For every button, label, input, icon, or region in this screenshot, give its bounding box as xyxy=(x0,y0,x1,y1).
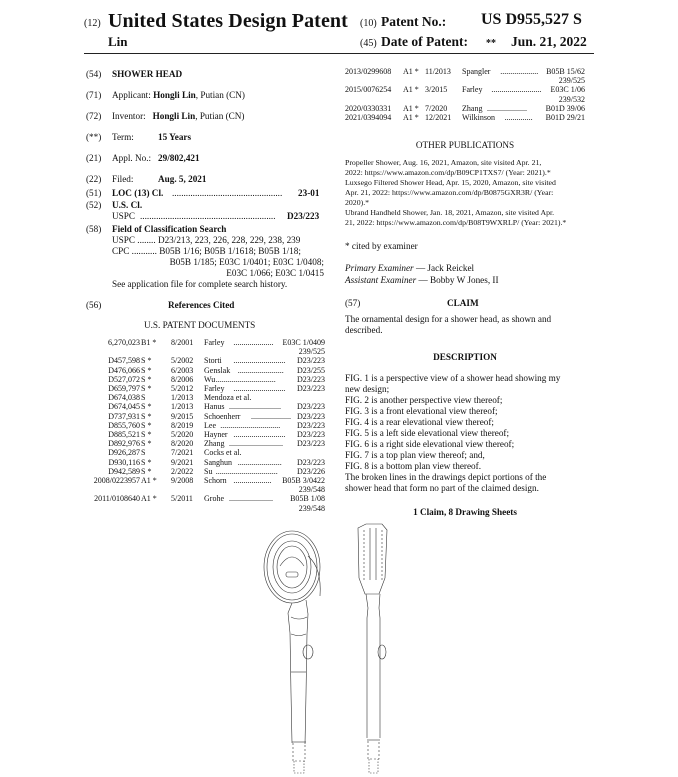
reference-kind: B1 * xyxy=(141,338,157,347)
reference-date: 8/2001 xyxy=(171,338,194,347)
cited-by-examiner: * cited by examiner xyxy=(345,241,418,251)
reference-date: 2/2022 xyxy=(171,466,194,476)
reference-name: Storti xyxy=(204,356,222,366)
reference-date: 1/2013 xyxy=(171,393,194,403)
reference-number: D926,287 xyxy=(108,448,140,458)
inventor-short: Lin xyxy=(108,34,128,49)
reference-date: 1/2013 xyxy=(171,402,194,412)
reference-date: 8/2006 xyxy=(171,374,194,384)
reference-class: B01D 29/21 xyxy=(545,113,585,122)
loc-label: LOC (13) Cl. xyxy=(112,188,164,198)
reference-date: 9/2015 xyxy=(171,411,194,421)
reference-name: Grohe xyxy=(204,494,224,504)
header-code-45: (45) xyxy=(360,38,377,49)
loc-code: (51) xyxy=(86,188,102,198)
claim-line-1: The ornamental design for a shower head, as shown and xyxy=(345,314,552,324)
term-label: Term: xyxy=(112,132,134,142)
filed-label: Filed: xyxy=(112,174,134,184)
reference-number: D892,976 xyxy=(108,439,140,449)
reference-class: B01D 39/06 xyxy=(545,103,585,113)
reference-number: 2008/0223957 xyxy=(93,476,140,485)
pub-2-line-3: 2020).* xyxy=(345,198,370,207)
reference-class: D23/223 xyxy=(297,439,325,449)
reference-kind: S * xyxy=(141,402,152,412)
pub-1-line-2: 2022: https://www.amazon.com/dp/B09CP1TXS7/ (Year: 2021).* xyxy=(345,168,551,177)
foc-line-5: See application file for complete search history. xyxy=(112,279,288,289)
reference-name: Zhang xyxy=(204,439,225,449)
applicant-code: (71) xyxy=(86,90,102,100)
appl-value: 29/802,421 xyxy=(158,153,200,163)
reference-date: 5/2002 xyxy=(171,356,194,366)
reference-dots: ............................... xyxy=(215,466,278,476)
foc-label: Field of Classification Search xyxy=(112,224,227,234)
reference-name: Wu xyxy=(204,374,216,384)
description-line: The broken lines in the drawings depict portions of the xyxy=(345,472,547,482)
reference-class-secondary: 239/548 xyxy=(298,503,325,513)
reference-class: D23/223 xyxy=(297,402,325,412)
foc-line-1: USPC ........ D23/213, 223, 226, 228, 229, 238, 239 xyxy=(112,235,301,245)
reference-dots: .............................. xyxy=(220,420,281,430)
us-patent-documents-label: U.S. PATENT DOCUMENTS xyxy=(144,320,256,330)
other-publications xyxy=(345,158,590,228)
reference-date: 11/2013 xyxy=(425,67,451,76)
reference-kind: S * xyxy=(141,411,152,421)
reference-name: Hayner xyxy=(204,430,228,439)
reference-name: Sanghun xyxy=(204,457,232,467)
reference-number: D737,931 xyxy=(108,411,140,421)
reference-dots: ................... xyxy=(233,476,272,485)
reference-dots: .......................... xyxy=(233,430,286,439)
reference-dots: .................... xyxy=(251,411,291,421)
reference-date: 9/2008 xyxy=(171,476,194,485)
reference-class: D23/223 xyxy=(297,356,325,366)
term-value: 15 Years xyxy=(158,132,192,142)
reference-number: D885,521 xyxy=(108,430,140,439)
reference-number: D659,797 xyxy=(108,384,140,393)
reference-number: 2021/0394094 xyxy=(345,113,392,122)
reference-date: 8/2019 xyxy=(171,420,194,430)
patent-type-title: United States Design Patent xyxy=(108,10,348,32)
foc-code: (58) xyxy=(86,224,102,234)
reference-date: 12/2021 xyxy=(425,113,452,122)
reference-class: D23/223 xyxy=(297,374,325,384)
uscl-code: (52) xyxy=(86,200,102,210)
shower-head-face-view xyxy=(264,531,320,603)
reference-kind: S * xyxy=(141,356,152,366)
reference-class: D23/223 xyxy=(297,384,325,393)
reference-name: Cocks et al. xyxy=(204,448,242,458)
patent-date: Jun. 21, 2022 xyxy=(511,34,587,49)
claim-code: (57) xyxy=(345,298,361,308)
assistant-examiner: Assistant Examiner — Bobby W Jones, II xyxy=(345,275,499,285)
reference-class-secondary: 239/548 xyxy=(298,485,325,495)
reference-number: D674,045 xyxy=(108,402,140,412)
reference-kind: S * xyxy=(141,365,152,375)
references-cited-label: References Cited xyxy=(168,300,235,310)
reference-name: Farley xyxy=(462,85,483,95)
reference-date: 7/2020 xyxy=(425,103,448,113)
header-divider xyxy=(84,53,594,54)
reference-number: 2020/0330331 xyxy=(345,103,392,113)
reference-class: B05B 1/08 xyxy=(290,494,325,504)
reference-number: D855,760 xyxy=(108,420,140,430)
reference-kind: S xyxy=(141,448,146,458)
reference-class-secondary: 239/525 xyxy=(558,76,585,86)
reference-class: D23/223 xyxy=(297,411,325,421)
pub-2-line-1: Luxsego Filtered Shower Head, Apr. 15, 2020, Amazon, site visited xyxy=(345,178,556,187)
reference-number: D476,066 xyxy=(108,365,140,375)
reference-kind: A1 * xyxy=(403,67,419,76)
reference-date: 6/2003 xyxy=(171,365,194,375)
inventor-code: (72) xyxy=(86,111,102,121)
reference-kind: A1 * xyxy=(403,103,419,113)
uscl-label: U.S. Cl. xyxy=(112,200,143,210)
foc-line-4: E03C 1/066; E03C 1/0415 xyxy=(226,268,324,278)
reference-dots: .................... xyxy=(487,103,527,113)
reference-name: Mendoza et al. xyxy=(204,393,252,403)
reference-dots: ......................... xyxy=(491,85,542,95)
description-label: DESCRIPTION xyxy=(433,352,497,362)
reference-class-secondary: 239/532 xyxy=(558,94,585,104)
inventor: Inventor: Hongli Lin, Putian (CN) xyxy=(112,111,245,121)
reference-dots: ................... xyxy=(500,67,539,76)
reference-dots: .......................... xyxy=(233,384,286,393)
shower-head-drawing xyxy=(250,522,430,777)
reference-date: 5/2020 xyxy=(171,430,194,439)
reference-class: B05B 3/0422 xyxy=(282,476,325,485)
description-line: FIG. 5 is a left side elevational view thereof; xyxy=(345,428,510,438)
reference-number: D527,072 xyxy=(108,374,140,384)
reference-date: 9/2021 xyxy=(171,457,194,467)
reference-kind: S * xyxy=(141,466,152,476)
reference-dots: ........................... xyxy=(229,439,283,449)
right-references-table xyxy=(345,67,585,127)
reference-kind: A1 * xyxy=(141,494,157,504)
reference-number: D457,598 xyxy=(108,356,140,366)
uspc-value: D23/223 xyxy=(287,211,320,221)
reference-class: D23/223 xyxy=(297,430,325,439)
description-line: FIG. 1 is a perspective view of a shower head showing my xyxy=(345,373,561,383)
reference-dots: ...................... xyxy=(237,457,282,467)
foc-line-2: CPC ........... B05B 1/16; B05B 1/1618; B05B 1/18; xyxy=(112,246,301,256)
description-line: FIG. 7 is a top plan view thereof; and, xyxy=(345,450,485,460)
reference-dots: .......................... xyxy=(229,402,281,412)
description-line: FIG. 6 is a right side elevational view thereof; xyxy=(345,439,515,449)
appl-code: (21) xyxy=(86,153,102,163)
reference-dots: ...................... xyxy=(229,494,273,504)
claims-summary: 1 Claim, 8 Drawing Sheets xyxy=(413,507,517,517)
reference-class: D23/223 xyxy=(297,420,325,430)
reference-kind: A1 * xyxy=(403,113,419,122)
patent-no-label: Patent No.: xyxy=(381,14,447,29)
other-publications-label: OTHER PUBLICATIONS xyxy=(415,140,515,150)
claim-label: CLAIM xyxy=(447,298,479,308)
refs-code: (56) xyxy=(86,300,102,310)
reference-date: 8/2020 xyxy=(171,439,194,449)
reference-class: B05B 15/62 xyxy=(546,67,585,76)
reference-number: 2015/0076254 xyxy=(345,85,392,95)
reference-name: Schoenherr xyxy=(204,411,241,421)
description-line: new design; xyxy=(345,384,390,394)
filed-code: (22) xyxy=(86,174,102,184)
us-references-table xyxy=(0,338,325,528)
patent-number: US D955,527 S xyxy=(481,11,582,28)
reference-kind: A1 * xyxy=(141,476,157,485)
reference-dots: ....................... xyxy=(237,365,284,375)
uspc-label: USPC xyxy=(112,211,135,221)
reference-dots: .............. xyxy=(504,113,533,122)
primary-examiner: Primary Examiner — Jack Reickel xyxy=(345,263,475,273)
reference-kind: S * xyxy=(141,374,152,384)
pub-3-line-1: Ubrand Handheld Shower, Jan. 18, 2021, Amazon, site visited Apr. xyxy=(345,208,555,217)
reference-name: Hanus xyxy=(204,402,225,412)
reference-number: 2011/0108640 xyxy=(94,494,140,504)
foc-line-3: B05B 1/185; E03C 1/0401; E03C 1/0408; xyxy=(169,257,324,267)
reference-number: 2013/0299608 xyxy=(345,67,392,76)
reference-name: Farley xyxy=(204,338,225,347)
shower-head-side-view xyxy=(358,524,387,773)
reference-number: D942,589 xyxy=(108,466,140,476)
description-line: FIG. 2 is another perspective view thereof; xyxy=(345,395,503,405)
reference-class: E03C 1/0409 xyxy=(282,338,325,347)
reference-name: Spangler xyxy=(462,67,491,76)
reference-name: Genslak xyxy=(204,365,231,375)
title-code: (54) xyxy=(86,69,102,79)
reference-dots: .............................. xyxy=(215,374,276,384)
reference-class: D23/223 xyxy=(297,457,325,467)
loc-value: 23-01 xyxy=(298,188,320,198)
term-code: (**) xyxy=(86,132,102,142)
shower-handle-face-view xyxy=(288,600,313,773)
reference-name: Schorn xyxy=(204,476,227,485)
reference-name: Farley xyxy=(204,384,225,393)
reference-dots: .......................... xyxy=(233,356,286,366)
reference-kind: S * xyxy=(141,384,152,393)
reference-number: 6,270,023 xyxy=(108,338,140,347)
reference-date: 5/2011 xyxy=(171,494,193,504)
reference-kind: S * xyxy=(141,439,152,449)
design-title: SHOWER HEAD xyxy=(112,69,183,79)
reference-date: 7/2021 xyxy=(171,448,194,458)
reference-class: E03C 1/06 xyxy=(550,85,585,95)
reference-number: D674,038 xyxy=(108,393,140,403)
description-line: FIG. 4 is a rear elevational view thereof; xyxy=(345,417,494,427)
description-line: FIG. 8 is a bottom plan view thereof. xyxy=(345,461,482,471)
date-of-patent-label: Date of Patent: xyxy=(381,34,468,49)
claim-line-2: described. xyxy=(345,325,383,335)
reference-date: 5/2012 xyxy=(171,384,194,393)
applicant: Applicant: Hongli Lin, Putian (CN) xyxy=(112,90,245,100)
reference-name: Su xyxy=(204,466,213,476)
pub-1-line-1: Propeller Shower, Aug. 16, 2021, Amazon, site visited Apr. 21, xyxy=(345,158,542,167)
reference-name: Lee xyxy=(204,420,216,430)
reference-class: D23/255 xyxy=(297,365,325,375)
reference-kind: S * xyxy=(141,430,152,439)
appl-label: Appl. No.: xyxy=(112,153,152,163)
reference-kind: S * xyxy=(141,420,152,430)
pub-3-line-2: 21, 2022: https://www.amazon.com/dp/B08T9WXRLP/ (Year: 2021).* xyxy=(345,218,567,227)
reference-class-secondary: 239/525 xyxy=(298,347,325,357)
reference-number: D930,116 xyxy=(108,457,140,467)
pub-2-line-2: Apr. 21, 2022: https://www.amazon.com/dp/B0875GXR3R/ (Year: xyxy=(345,188,554,197)
reference-name: Zhang xyxy=(462,103,483,113)
filed-value: Aug. 5, 2021 xyxy=(158,174,207,184)
reference-kind: S * xyxy=(141,457,152,467)
description-line: shower head that form no part of the claimed design. xyxy=(345,483,539,493)
loc-dots: ................................................ xyxy=(172,188,283,198)
reference-dots: .................... xyxy=(233,338,274,347)
description-line: FIG. 3 is a front elevational view thereof; xyxy=(345,406,498,416)
reference-kind: A1 * xyxy=(403,85,419,95)
reference-name: Wilkinson xyxy=(462,113,496,122)
header-code-12: (12) xyxy=(84,18,101,29)
uspc-dots: ........................................................... xyxy=(140,211,276,221)
header-code-10: (10) xyxy=(360,18,377,29)
reference-class: D23/226 xyxy=(297,466,325,476)
reference-date: 3/2015 xyxy=(425,85,448,95)
reference-kind: S xyxy=(141,393,146,403)
date-marker: ** xyxy=(486,38,496,49)
